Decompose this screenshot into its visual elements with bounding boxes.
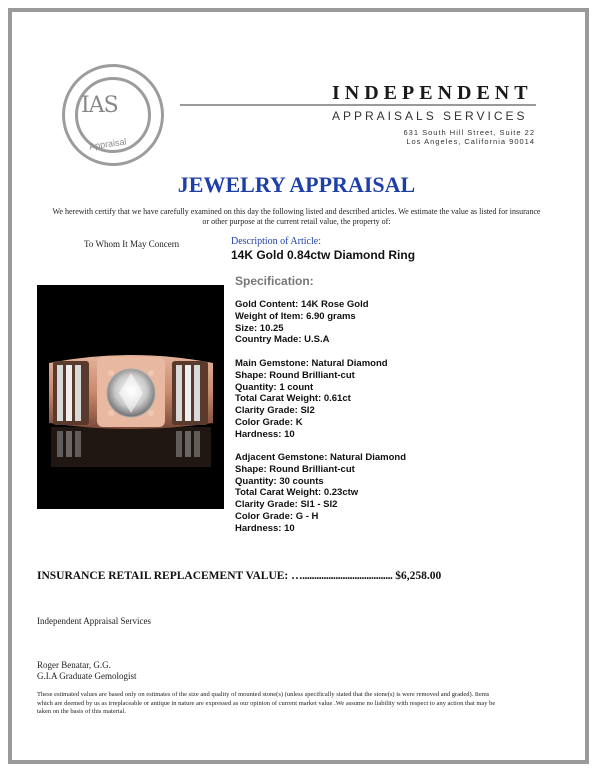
disclaimer: These estimated values are based only on estimates of the size and quality of mounted stone(s) (unless specifically stated that the stone(s) is were removed and graded). Items which are deemed by us as irreplaceable or antique in nature are expressed as our opinion of current market value .We assume no liability with respect to any action that may be taken on the basis of this material.: [37, 691, 496, 716]
insurance-value-amount: $6,258.00: [395, 570, 442, 582]
spec-main-color: Color Grade: K: [235, 416, 303, 428]
spec-weight: Weight of Item: 6.90 grams: [235, 310, 356, 322]
insurance-value-label: INSURANCE RETAIL REPLACEMENT VALUE:: [37, 570, 289, 582]
spec-adj-shape: Shape: Round Brilliant-cut: [235, 463, 355, 475]
document-title: JEWELRY APPRAISAL: [177, 172, 416, 197]
spec-adjacent-gemstone-group: [235, 452, 406, 535]
insurance-value-leader: …......................................: [291, 570, 393, 582]
spec-gold-content: Gold Content: 14K Rose Gold: [235, 299, 369, 310]
ring-photo: [37, 285, 224, 509]
address-line-2: Los Angeles, California 90014: [406, 137, 535, 146]
ring-illustration: [37, 285, 224, 509]
spec-adj-clarity: Clarity Grade: SI1 - SI2: [235, 499, 338, 511]
spec-adj-gemstone: Adjacent Gemstone: Natural Diamond: [235, 452, 407, 463]
company-subtitle: APPRAISALS SERVICES: [332, 109, 528, 123]
description-value: 14K Gold 0.84ctw Diamond Ring: [231, 248, 416, 262]
spec-adj-quantity: Quantity: 30 counts: [235, 475, 324, 487]
spec-size: Size: 10.25: [235, 322, 284, 334]
address-line-1: 631 South Hill Street, Suite 22: [403, 128, 535, 137]
intro-text: We herewith certify that we have carefully examined on this day the following listed and described articles. We estimate the value as listed for insurance or other purpose at the current retail value, the property of:: [52, 207, 541, 226]
spec-main-shape: Shape: Round Brilliant-cut: [235, 369, 355, 381]
spec-main-gemstone: Main Gemstone: Natural Diamond: [235, 358, 388, 369]
spec-adj-carat: Total Carat Weight: 0.23ctw: [235, 487, 359, 499]
signer-title: G.I.A Graduate Gemologist: [37, 671, 137, 681]
specification-heading: Specification:: [235, 274, 314, 288]
ias-logo: [62, 64, 164, 166]
spec-country: Country Made: U.S.A: [235, 334, 330, 346]
spec-adj-hardness: Hardness: 10: [235, 522, 295, 534]
company-name: INDEPENDENT: [332, 82, 533, 104]
insurance-value-line: [37, 570, 441, 582]
spec-main-carat: Total Carat Weight: 0.61ct: [235, 393, 351, 405]
footer-company: Independent Appraisal Services: [37, 616, 151, 626]
spec-main-hardness: Hardness: 10: [235, 428, 295, 440]
spec-metal-group: [235, 299, 369, 346]
spec-main-clarity: Clarity Grade: SI2: [235, 405, 315, 417]
spec-adj-color: Color Grade: G - H: [235, 510, 319, 522]
recipient: To Whom It May Concern: [84, 239, 180, 249]
spec-main-quantity: Quantity: 1 count: [235, 381, 314, 393]
spec-main-gemstone-group: [235, 358, 388, 441]
signer-name: Roger Benatar, G.G.: [37, 660, 111, 670]
logo-subtext: Appraisal: [88, 136, 128, 152]
description-label: Description of Article:: [231, 236, 321, 247]
logo-text: IAS: [81, 93, 118, 118]
